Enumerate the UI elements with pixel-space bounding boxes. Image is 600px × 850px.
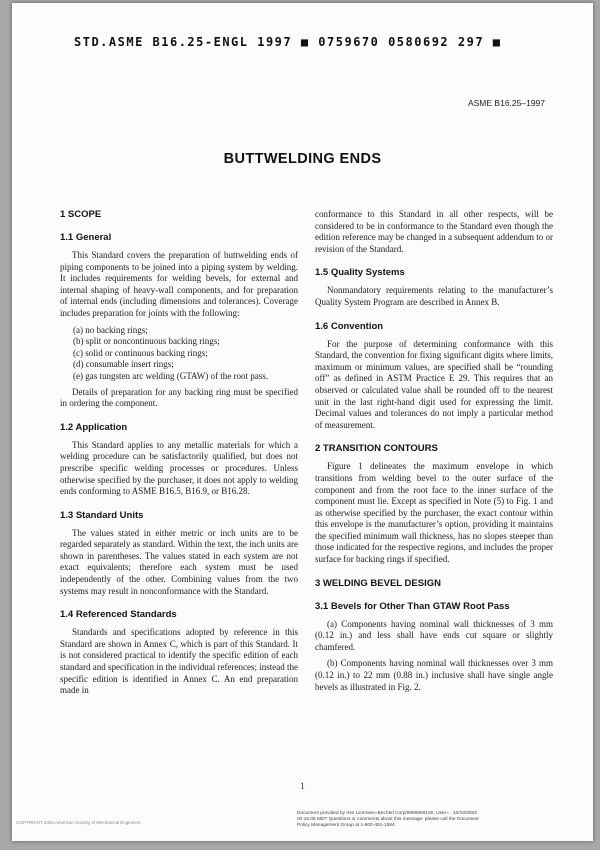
heading-3-welding-bevel-design: 3 WELDING BEVEL DESIGN xyxy=(315,577,441,589)
paragraph-3-1-b: (b) Components having nominal wall thicknesses over 3 mm (0.12 in.) to 22 mm (0.88 in.) inclusive shall have single angle bevels as illustrated in Fig. 2. xyxy=(315,658,553,692)
list-item-b: (b) split or noncontinuous backing rings; xyxy=(73,336,220,347)
heading-1-3-standard-units: 1.3 Standard Units xyxy=(60,509,144,521)
paragraph-1-4-continued: conformance to this Standard in all other respects, will be considered to be in conformance to the Standard even though the edition reference may be changed in a subsequent addendum to or revision of the Standard. xyxy=(315,209,553,254)
paragraph-3-1-a: (a) Components having nominal wall thicknesses of 3 mm (0.12 in.) and less shall have ends cut square or slightly chamfered. xyxy=(315,618,553,652)
paragraph-2: Figure 1 delineates the maximum envelope in which transitions from welding bevel to the outer surface of the component and from the root face to the inner surface of the component must lie. Except as specified in Note (5) to Fig. 1 and as otherwise specified by the purchaser, the exact contour within this envelope is the manufacturer’s option, providing it maintains the specified minimum wall thickness, has no slopes steeper than those indicated for the respective regions, and includes the proper surface for backing rings if specified. xyxy=(315,461,553,565)
scan-code-line: STD.ASME B16.25-ENGL 1997 ■ 0759670 0580692 297 ■ xyxy=(74,35,502,49)
ihs-line-3: Policy Management Group at 1-800-451-1584. xyxy=(297,823,396,828)
two-column-body xyxy=(60,209,553,702)
paragraph-1-5: Nonmandatory requirements relating to the manufacturer’s Quality System Program are described in Annex B. xyxy=(315,285,553,307)
heading-3-1-bevels: 3.1 Bevels for Other Than GTAW Root Pass xyxy=(315,600,510,612)
list-item-e: (e) gas tungsten arc welding (GTAW) of the root pass. xyxy=(73,370,268,381)
list-item-c: (c) solid or continuous backing rings; xyxy=(73,347,208,358)
copyright-notice: COPYRIGHT 2002 American Society of Mechanical Engineers xyxy=(16,820,141,825)
heading-1-scope: 1 SCOPE xyxy=(60,209,102,220)
document-reference: ASME B16.25–1997 xyxy=(467,98,545,108)
ihs-line-2: 00:15:05 MDT Questions or comments about this message: please call the Document xyxy=(297,817,479,822)
list-item-d: (d) consumable insert rings; xyxy=(73,359,174,370)
document-page xyxy=(12,3,593,841)
heading-2-transition-contours: 2 TRANSITION CONTOURS xyxy=(315,443,438,455)
page-number: 1 xyxy=(300,781,305,791)
list-item-a: (a) no backing rings; xyxy=(73,324,148,335)
ihs-license-notice xyxy=(297,811,547,829)
paragraph-1-1-details: Details of preparation for any backing ring must be specified in ordering the component. xyxy=(60,386,298,409)
page-title: BUTTWELDING ENDS xyxy=(223,151,382,167)
paragraph-1-4: Standards and specifications adopted by reference in this Standard are shown in Annex C, which is part of this Standard. It is not considered practical to identify the specific edition of each standard and specification in the individual references; instead the specific edition is identified in Annex C. An end preparation made in xyxy=(60,627,298,696)
paragraph-1-3: The values stated in either metric or inch units are to be regarded separately as standard. Within the text, the inch units are shown in parentheses. The values stated in each system are not exact equivalents; therefore each system must be used independently of the other. Combining values from the two systems may result in nonconformance with the Standard. xyxy=(60,527,298,596)
heading-1-4-referenced-standards: 1.4 Referenced Standards xyxy=(60,609,177,621)
heading-1-1-general: 1.1 General xyxy=(60,232,112,243)
heading-1-2-application: 1.2 Application xyxy=(60,421,128,433)
ihs-line-1: Document provided by IHS Licensee=Bechtel Corp/9999056100, User= , 10/16/2002 xyxy=(297,811,478,816)
column-right xyxy=(315,209,553,702)
column-left xyxy=(60,209,298,702)
heading-1-5-quality-systems: 1.5 Quality Systems xyxy=(315,267,405,279)
paragraph-1-6: For the purpose of determining conformance with this Standard, the convention for fixing significant digits where limits, maximum or minimum values, are specified shall be “rounding off” as defined in ASTM Practice E 29. This requires that an observed or calculated value shall be rounded off to the nearest unit in the last right-hand digit used for expressing the limit. Decimal values and tolerances do not imply a particular method of measurement. xyxy=(315,338,553,430)
heading-1-6-convention: 1.6 Convention xyxy=(315,320,384,332)
paragraph-1-1: This Standard covers the preparation of buttwelding ends of piping components to be joined into a piping system by welding. It includes requirements for welding bevels, for external and internal shaping of heavy-wall components, and for preparation of internal ends (including dimensions and tolerances). Coverage includes preparation for joints with the following: xyxy=(60,250,298,318)
paragraph-1-2: This Standard applies to any metallic materials for which a welding procedure can be satisfactorily qualified, but does not prescribe specific welding processes or procedures. Unless otherwise specified by the purchaser, it does not apply to welding ends conforming to ASME B16.5, B16.9, or B16.28. xyxy=(60,439,298,497)
